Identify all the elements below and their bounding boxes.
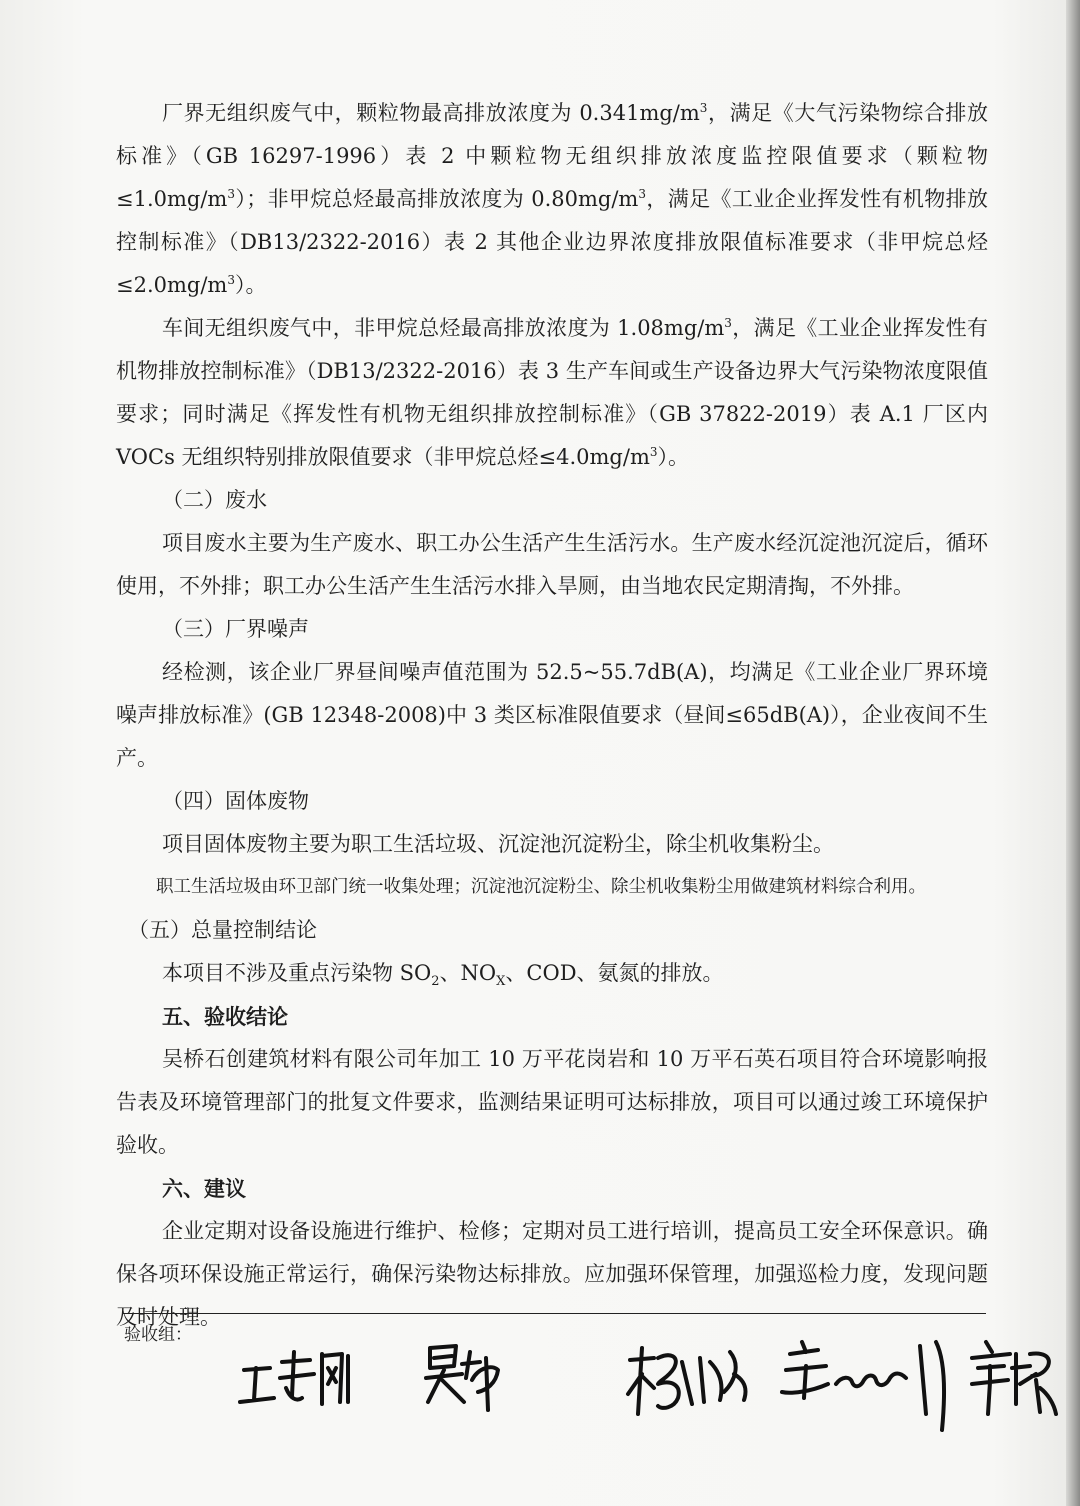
heading-suggestions: 六、建议 (162, 1176, 246, 1201)
paragraph-workshop-exhaust (116, 307, 988, 479)
signature-4 (782, 1342, 944, 1430)
paragraph-acceptance-conclusion: 吴桥石创建筑材料有限公司年加工 10 万平花岗岩和 10 万平石英石项目符合环境影响报告表及环境管理部门的批复文件要求，监测结果证明可达标排放，项目可以通过竣工环境保护验收。 (116, 1047, 988, 1157)
heading-solid-waste: （四）固体废物 (162, 789, 309, 813)
signature-5 (972, 1342, 1056, 1414)
text-run: 厂界无组织废气中，颗粒物最高排放浓度为 0.341mg/m (162, 101, 700, 125)
subscript: X (496, 974, 506, 990)
superscript: 3 (227, 187, 235, 201)
signature-1 (240, 1352, 348, 1404)
signature-divider (122, 1313, 986, 1314)
heading-total-control: （五）总量控制结论 (128, 918, 317, 942)
paragraph-solid-waste: 项目固体废物主要为职工生活垃圾、沉淀池沉淀粉尘，除尘机收集粉尘。 (162, 832, 834, 856)
signature-3 (628, 1348, 746, 1414)
heading-acceptance-conclusion: 五、验收结论 (162, 1004, 288, 1029)
text-run: ，满足《大气污染物综合排放标准》（GB 16297-1996）表 2 中颗粒物无组织排放浓度监控限值要求（颗粒物≤1.0mg/m (116, 101, 989, 211)
text-run: ）；非甲烷总烃最高排放浓度为 0.80mg/m (234, 187, 639, 211)
paragraph-solid-waste-handling: 职工生活垃圾由环卫部门统一收集处理；沉淀池沉淀粉尘、除尘机收集粉尘用做建筑材料综合利用。 (156, 877, 926, 897)
text-run: 、COD、氨氮的排放。 (505, 961, 724, 985)
acceptance-group-label: 验收组： (124, 1325, 192, 1345)
handwritten-signatures (230, 1318, 1060, 1468)
text-run: 、NO (439, 961, 497, 985)
text-run: ，满足《工业企业挥发性有机物排放控制标准》（DB13/2322-2016）表 3 生产车间或生产设备边界大气污染物浓度限值要求；同时满足《挥发性有机物无组织排放控制标准》（GB 37822-2019）表 A.1 厂区内 VOCs 无组织特别排放限值要求（非甲烷总烃≤4.0mg/m (116, 316, 989, 469)
paragraph-total-control (116, 952, 988, 995)
paragraph-plant-boundary-exhaust (116, 92, 988, 307)
paragraph-suggestions: 企业定期对设备设施进行维护、检修；定期对员工进行培训，提高员工安全环保意识。确保各项环保设施正常运行，确保污染物达标排放。应加强环保管理，加强巡检力度，发现问题及时处理。 (116, 1219, 988, 1329)
superscript: 3 (638, 187, 646, 201)
signature-2 (426, 1346, 498, 1410)
document-body (116, 92, 988, 1339)
superscript: 3 (649, 445, 658, 459)
text-run: ，满足《工业企业挥发性有机物排放控制标准》（DB13/2322-2016）表 2 其他企业边界浓度排放限值标准要求（非甲烷总烃≤2.0mg/m (116, 187, 988, 297)
text-run: 本项目不涉及重点污染物 SO (162, 961, 432, 985)
superscript: 3 (699, 101, 708, 115)
paragraph-wastewater: 项目废水主要为生产废水、职工办公生活产生生活污水。生产废水经沉淀池沉淀后，循环使用，不外排；职工办公生活产生生活污水排入旱厕，由当地农民定期清掏，不外排。 (116, 531, 988, 598)
text-run: ）。 (234, 273, 267, 297)
paragraph-noise: 经检测，该企业厂界昼间噪声值范围为 52.5~55.7dB(A)，均满足《工业企业厂界环境噪声排放标准》(GB 12348-2008)中 3 类区标准限值要求（昼间≤65dB(A)），企业夜间不生产。 (116, 660, 988, 770)
text-run: ）。 (657, 445, 690, 469)
subscript: 2 (431, 974, 440, 990)
text-run: 车间无组织废气中，非甲烷总烃最高排放浓度为 1.08mg/m (162, 316, 725, 340)
page-edge-shadow (1066, 0, 1080, 1506)
heading-noise: （三）厂界噪声 (162, 617, 309, 641)
superscript: 3 (724, 316, 732, 330)
heading-wastewater: （二）废水 (162, 488, 267, 512)
superscript: 3 (227, 273, 235, 287)
